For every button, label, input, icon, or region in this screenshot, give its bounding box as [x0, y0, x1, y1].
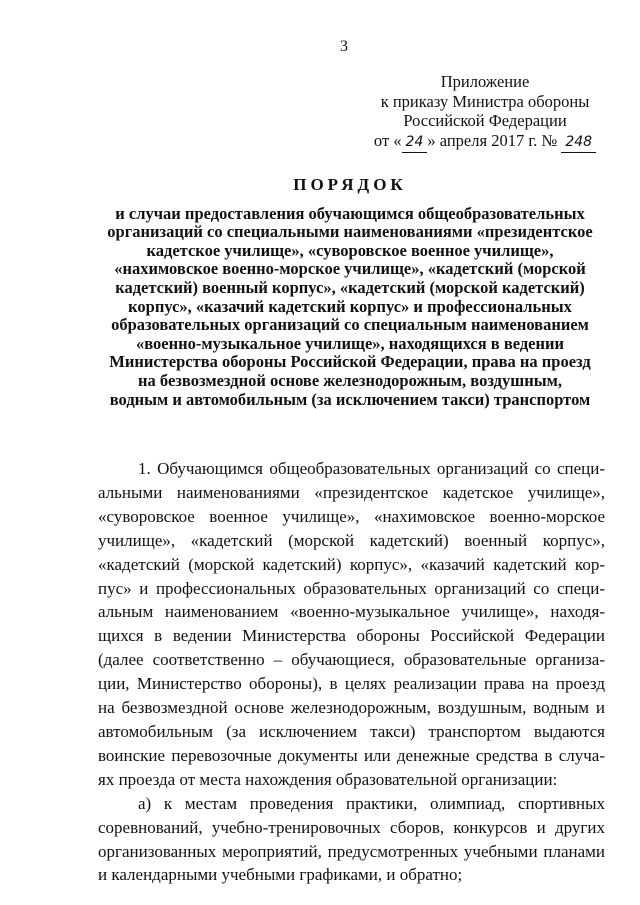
text-line: щихся в ведении Министерства обороны Российской Федерации	[98, 626, 605, 646]
title-line: организаций со специальными наименованиями «президентское	[107, 222, 593, 242]
handwritten-day: 24	[402, 133, 428, 154]
text-line: на безвозмездной основе железнодорожным, воздушным, водным и	[98, 698, 605, 718]
title-line: кадетское училище», «суворовское военное училище»,	[146, 240, 554, 260]
text-line: пус» и профессиональных образовательных организаций со специ-	[98, 578, 605, 598]
text-line: и календарными учебными графиками, и обратно;	[98, 865, 463, 885]
appendix-order: к приказу Министра обороны	[380, 91, 590, 111]
text-line: альным наименованием «военно-музыкальное училище», находя-	[98, 602, 605, 622]
title-line: «нахимовское военно-морское училище», «кадетский (морской	[114, 259, 586, 279]
paragraph	[98, 457, 605, 792]
text-line: ции, Министерство обороны), в целях реализации права на проезд	[98, 674, 605, 694]
text-line: автомобильным (за исключением такси) транспортом выдаются	[98, 721, 605, 741]
date-mid: » апреля 2017 г. №	[427, 130, 558, 150]
title-line: на безвозмездной основе железнодорожным, воздушным,	[138, 370, 562, 390]
text-line: а) к местам проведения практики, олимпиад, спортивных	[138, 793, 605, 813]
title-line: и случаи предоставления обучающимся общеобразовательных	[115, 203, 585, 223]
text-line: организованных мероприятий, предусмотренных учебными планами	[98, 841, 605, 861]
text-line: «суворовское военное училище», «нахимовское военно-морское	[98, 506, 605, 526]
text-line: ях проезда от места нахождения образовательной организации:	[98, 769, 558, 789]
document-body	[98, 457, 605, 887]
title-line: Министерства обороны Российской Федерации, права на проезд	[109, 352, 591, 372]
title-line: кадетский) военный корпус», «кадетский (морской кадетский)	[115, 277, 585, 297]
title-line: водным и автомобильным (за исключением такси) транспортом	[109, 389, 591, 409]
title-heading: ПОРЯДОК	[293, 175, 407, 194]
text-line: 1. Обучающимся общеобразовательных организаций со специ-	[138, 459, 605, 478]
page-number: 3	[340, 38, 348, 55]
title-line: «военно-музыкальное училище», находящихся в ведении	[135, 333, 565, 353]
text-line: училище», «кадетский (морской кадетский) военный корпус»,	[98, 530, 605, 550]
text-line: соревнований, учебно-тренировочных сборов, конкурсов и других	[98, 817, 605, 837]
text-line: (далее соответственно – обучающиеся, образовательные организа-	[98, 650, 605, 670]
appendix-block	[345, 72, 625, 153]
text-line: воинские перевозочные документы или денежные средства в случа-	[98, 745, 605, 765]
date-prefix: от «	[373, 130, 402, 150]
document-title	[80, 176, 620, 409]
title-line: корпус», «казачий кадетский корпус» и профессиональных	[128, 296, 572, 316]
text-line: «кадетский (морской кадетский) корпус», «казачий кадетский кор-	[98, 554, 605, 574]
text-line: альными наименованиями «президентское кадетское училище»,	[98, 482, 605, 502]
appendix-federation: Российской Федерации	[403, 111, 567, 130]
title-line: образовательных организаций со специальным наименованием	[111, 315, 589, 335]
paragraph	[98, 792, 605, 888]
handwritten-number: 248	[561, 133, 596, 154]
appendix-label: Приложение	[440, 72, 530, 91]
appendix-date	[345, 131, 625, 154]
